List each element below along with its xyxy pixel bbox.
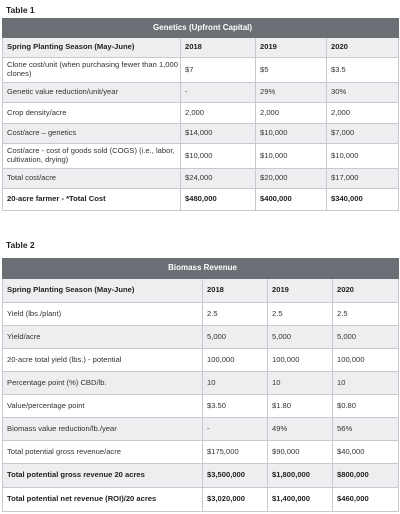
cell-2020: 2.5: [333, 303, 399, 326]
cell-2019: 5,000: [268, 326, 333, 349]
table2-header-season: Spring Planting Season (May-June): [3, 279, 203, 303]
cell-2018: -: [203, 418, 268, 441]
row-label: Cost/acre - cost of goods sold (COGS) (i.e., labor, cultivation, drying): [3, 144, 181, 169]
cell-2019: $1,400,000: [268, 488, 333, 512]
row-label: Yield/acre: [3, 326, 203, 349]
cell-2018: 10: [203, 372, 268, 395]
cell-2018: $3,020,000: [203, 488, 268, 512]
table2-title-row: [3, 259, 399, 279]
cell-2018: $3,500,000: [203, 464, 268, 488]
cell-2018: $7: [181, 58, 256, 83]
table2-header-2018: 2018: [203, 279, 268, 303]
row-label: Percentage point (%) CBD/lb.: [3, 372, 203, 395]
cell-2020: $0.80: [333, 395, 399, 418]
cell-2019: $1,800,000: [268, 464, 333, 488]
table-row: [3, 326, 399, 349]
table2-header-row: [3, 279, 399, 303]
cell-2019: $400,000: [256, 189, 327, 211]
table1-header-2018: 2018: [181, 38, 256, 58]
table-row: [3, 144, 399, 169]
cell-2020: 2,000: [327, 103, 399, 124]
row-label: Yield (lbs./plant): [3, 303, 203, 326]
cell-2018: 100,000: [203, 349, 268, 372]
cell-2018: $14,000: [181, 124, 256, 144]
table-row: [3, 83, 399, 103]
table-row: [3, 441, 399, 464]
cell-2018: 5,000: [203, 326, 268, 349]
cell-2020: $340,000: [327, 189, 399, 211]
cell-2019: $1.80: [268, 395, 333, 418]
table-row: [3, 124, 399, 144]
table1-header-season: Spring Planting Season (May-June): [3, 38, 181, 58]
table-row: [3, 372, 399, 395]
table1-title-row: [3, 19, 399, 38]
table-row: [3, 349, 399, 372]
cell-2018: $24,000: [181, 169, 256, 189]
table1-header-row: [3, 38, 399, 58]
table1-label: Table 1: [6, 5, 35, 15]
cell-2019: $10,000: [256, 124, 327, 144]
cell-2019: 10: [268, 372, 333, 395]
cell-2019: $10,000: [256, 144, 327, 169]
table2-biomass: [2, 258, 399, 512]
table1-header-2019: 2019: [256, 38, 327, 58]
cell-2020: 100,000: [333, 349, 399, 372]
row-label: Cost/acre – genetics: [3, 124, 181, 144]
table-row-total: [3, 189, 399, 211]
table-row: [3, 395, 399, 418]
table2-title: Biomass Revenue: [3, 259, 399, 279]
cell-2020: 10: [333, 372, 399, 395]
table2-header-2019: 2019: [268, 279, 333, 303]
cell-2019: 100,000: [268, 349, 333, 372]
cell-2018: $480,000: [181, 189, 256, 211]
table-row: [3, 303, 399, 326]
cell-2020: 30%: [327, 83, 399, 103]
row-label: Crop density/acre: [3, 103, 181, 124]
table1-title: Genetics (Upfront Capital): [3, 19, 399, 38]
cell-2020: $17,000: [327, 169, 399, 189]
cell-2019: $20,000: [256, 169, 327, 189]
cell-2019: $90,000: [268, 441, 333, 464]
row-label: Biomass value reduction/lb./year: [3, 418, 203, 441]
cell-2020: $800,000: [333, 464, 399, 488]
table-row-total: [3, 464, 399, 488]
cell-2019: 2,000: [256, 103, 327, 124]
cell-2018: $10,000: [181, 144, 256, 169]
table1-header-2020: 2020: [327, 38, 399, 58]
row-label: Clone cost/unit (when purchasing fewer than 1,000 clones): [3, 58, 181, 83]
cell-2018: $175,000: [203, 441, 268, 464]
cell-2018: 2,000: [181, 103, 256, 124]
row-label: 20-acre total yield (lbs.) - potential: [3, 349, 203, 372]
cell-2018: $3.50: [203, 395, 268, 418]
cell-2018: -: [181, 83, 256, 103]
cell-2020: $3.5: [327, 58, 399, 83]
cell-2018: 2.5: [203, 303, 268, 326]
row-label: Total cost/acre: [3, 169, 181, 189]
table1-genetics: [2, 18, 399, 211]
cell-2019: 49%: [268, 418, 333, 441]
row-label: Total potential gross revenue/acre: [3, 441, 203, 464]
row-label: Value/percentage point: [3, 395, 203, 418]
table-row: [3, 169, 399, 189]
table2-header-2020: 2020: [333, 279, 399, 303]
cell-2020: 56%: [333, 418, 399, 441]
cell-2019: 29%: [256, 83, 327, 103]
row-label: Total potential net revenue (ROI)/20 acres: [3, 488, 203, 512]
table-row: [3, 418, 399, 441]
row-label: Total potential gross revenue 20 acres: [3, 464, 203, 488]
cell-2020: $10,000: [327, 144, 399, 169]
table-row: [3, 103, 399, 124]
row-label: 20-acre farmer - *Total Cost: [3, 189, 181, 211]
cell-2020: $460,000: [333, 488, 399, 512]
table-row: [3, 58, 399, 83]
cell-2020: $7,000: [327, 124, 399, 144]
cell-2019: 2.5: [268, 303, 333, 326]
table2-label: Table 2: [6, 240, 35, 250]
row-label: Genetic value reduction/unit/year: [3, 83, 181, 103]
cell-2020: 5,000: [333, 326, 399, 349]
cell-2019: $5: [256, 58, 327, 83]
table-row-total: [3, 488, 399, 512]
cell-2020: $40,000: [333, 441, 399, 464]
